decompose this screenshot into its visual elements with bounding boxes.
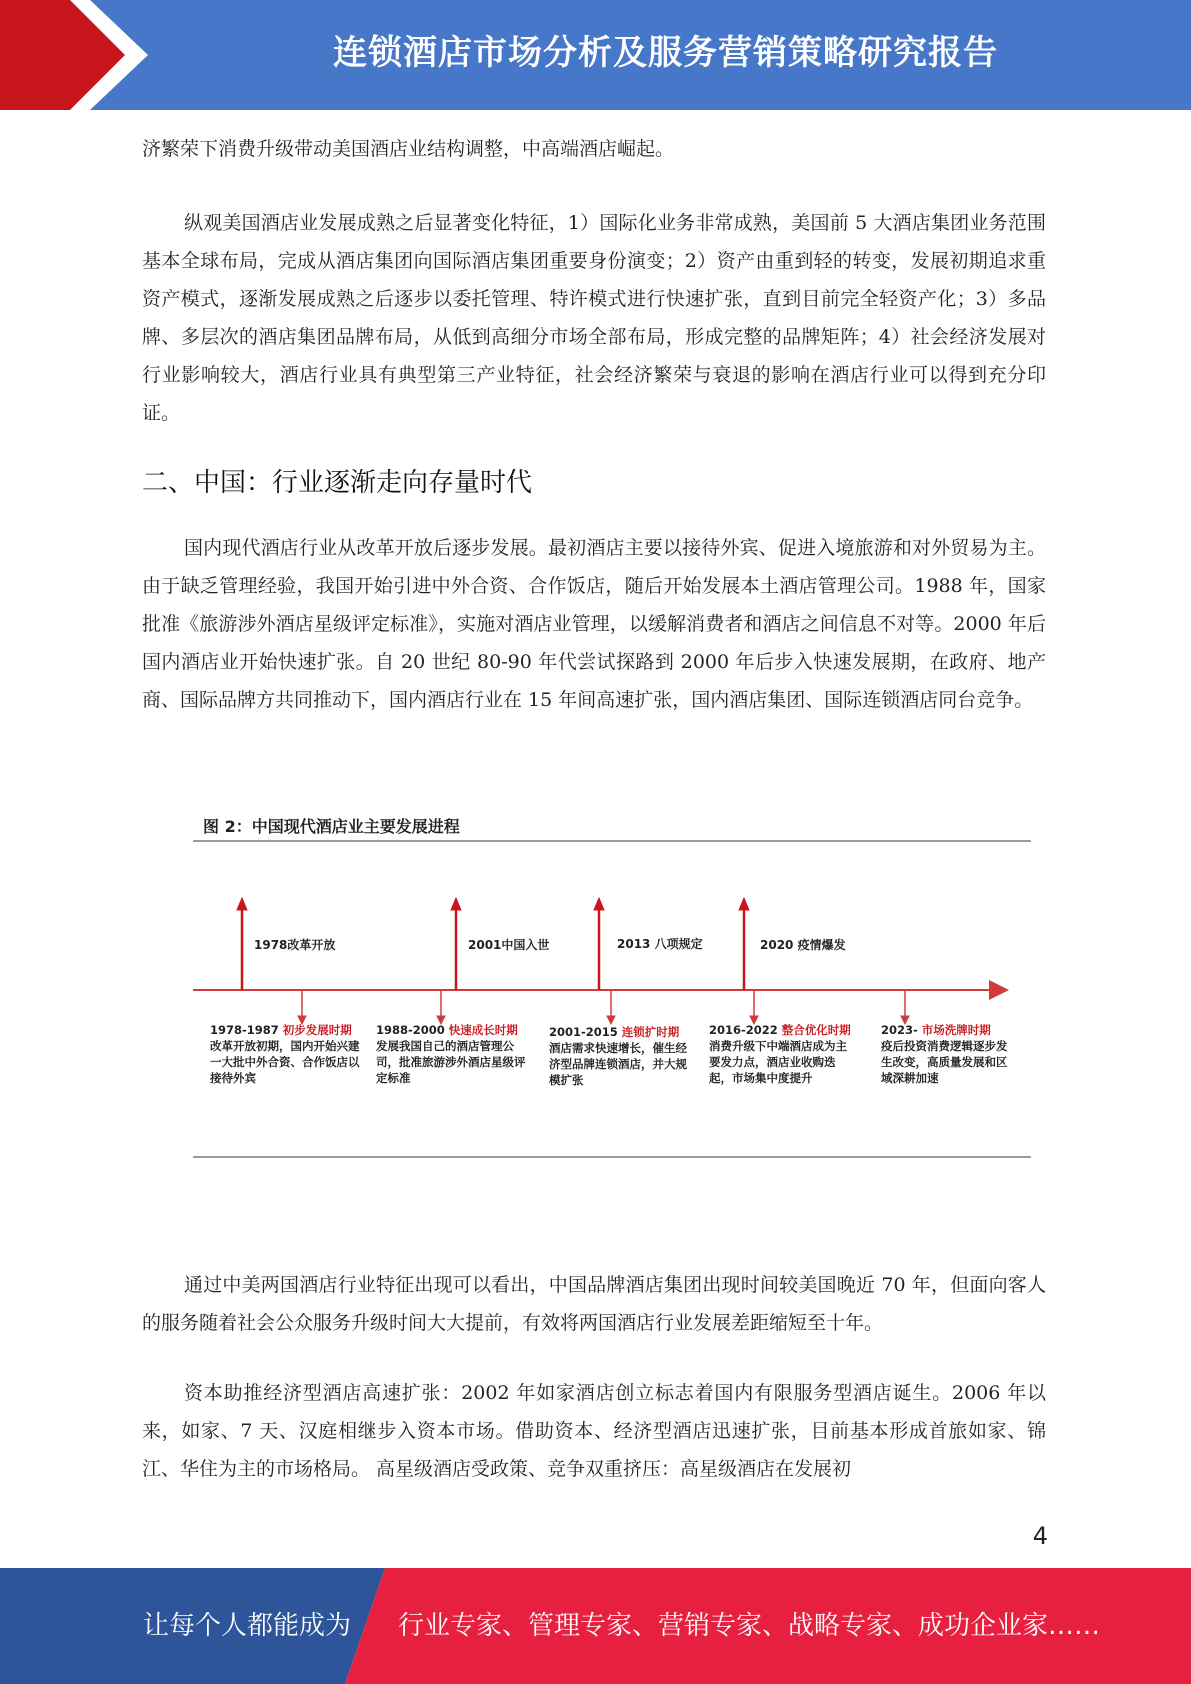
period-4: 2016-2022 整合优化时期 消费升级下中端酒店成为主要发力点，酒店业收购迭起，市场集中度提升 (709, 1023, 851, 1085)
report-title: 连锁酒店市场分析及服务营销策略研究报告 (333, 33, 998, 73)
period-5: 2023- 市场洗牌时期 疫后投资消费逻辑逐步发生改变，高质量发展和区域深耕加速 (881, 1023, 1008, 1085)
header-red-arrow-decoration (0, 0, 160, 110)
paragraph-5: 资本助推经济型酒店高速扩张：2002 年如家酒店创立标志着国内有限服务型酒店诞生。2006 年以来，如家、7 天、汉庭相继步入资本市场。借助资本、经济型酒店迅速扩张，目前基本形成首旅如家、锦江、华住为主的市场格局。 高星级酒店受政策、竞争双重挤压：高星级酒店在发展初 (142, 1382, 1046, 1480)
timeline-graphic (193, 866, 1031, 1166)
event-label-2001: 2001中国入世 (468, 938, 550, 952)
period-1: 1978-1987 初步发展时期 改革开放初期，国内开始兴建一大批中外合资、合作饭店以接待外宾 (210, 1023, 360, 1085)
paragraph-1: 济繁荣下消费升级带动美国酒店业结构调整，中高端酒店崛起。 (142, 138, 675, 160)
period-arrow-3 (607, 1016, 615, 1024)
figure-caption: 图 2：中国现代酒店业主要发展进程 (203, 817, 460, 836)
event-label-1978: 1978改革开放 (254, 938, 336, 952)
footer-slogan-right: 行业专家、管理专家、营销专家、战略专家、成功企业家…… (398, 1611, 1101, 1641)
timeline-figure (193, 806, 1031, 1160)
page-number: 4 (1032, 1522, 1048, 1550)
document-body-lower (142, 1266, 1046, 1488)
document-body (142, 130, 1046, 719)
period-2: 1988-2000 快速成长时期 发展我国自己的酒店管理公司，批准旅游涉外酒店星级评定标准 (376, 1023, 526, 1085)
paragraph-4: 通过中美两国酒店行业特征出现可以看出，中国品牌酒店集团出现时间较美国晚近 70 年，但面向客人的服务随着社会公众服务升级时间大大提前，有效将两国酒店行业发展差距缩短至十年。 (142, 1274, 1046, 1334)
section-heading: 二、中国：行业逐渐走向存量时代 (142, 468, 533, 498)
figure-top-rule (193, 840, 1031, 842)
paragraph-2: 纵观美国酒店业发展成熟之后显著变化特征，1）国际化业务非常成熟，美国前 5 大酒店集团业务范围基本全球布局，完成从酒店集团向国际酒店集团重要身份演变；2）资产由重到轻的转变，发展初期追求重资产模式，逐渐发展成熟之后逐步以委托管理、特许模式进行快速扩张，直到目前完全轻资产化；3）多品牌、多层次的酒店集团品牌布局，从低到高细分市场全部布局，形成完整的品牌矩阵；4）社会经济发展对行业影响较大，酒店行业具有典型第三产业特征，社会经济繁荣与衰退的影响在酒店行业可以得到充分印证。 (142, 212, 1046, 424)
event-arrowhead-1978 (237, 898, 247, 910)
event-label-2013: 2013 八项规定 (617, 937, 703, 951)
event-label-2020: 2020 疫情爆发 (760, 938, 846, 952)
page-footer (0, 1568, 1191, 1684)
page-header (0, 0, 1191, 110)
paragraph-3: 国内现代酒店行业从改革开放后逐步发展。最初酒店主要以接待外宾、促进入境旅游和对外贸易为主。由于缺乏管理经验，我国开始引进中外合资、合作饭店，随后开始发展本土酒店管理公司。1988 年，国家批准《旅游涉外酒店星级评定标准》，实施对酒店业管理，以缓解消费者和酒店之间信息不对等。2000 年后国内酒店业开始快速扩张。自 20 世纪 80-90 年代尝试探路到 2000 年后步入快速发展期，在政府、地产商、国际品牌方共同推动下，国内酒店行业在 15 年间高速扩张，国内酒店集团、国际连锁酒店同台竞争。 (142, 537, 1046, 711)
period-3: 2001-2015 连锁扩时期 酒店需求快速增长，催生经济型品牌连锁酒店，并大规模扩张 (549, 1025, 687, 1087)
figure-bottom-rule (193, 1156, 1031, 1158)
footer-slogan-left: 让每个人都能成为 (143, 1611, 352, 1641)
